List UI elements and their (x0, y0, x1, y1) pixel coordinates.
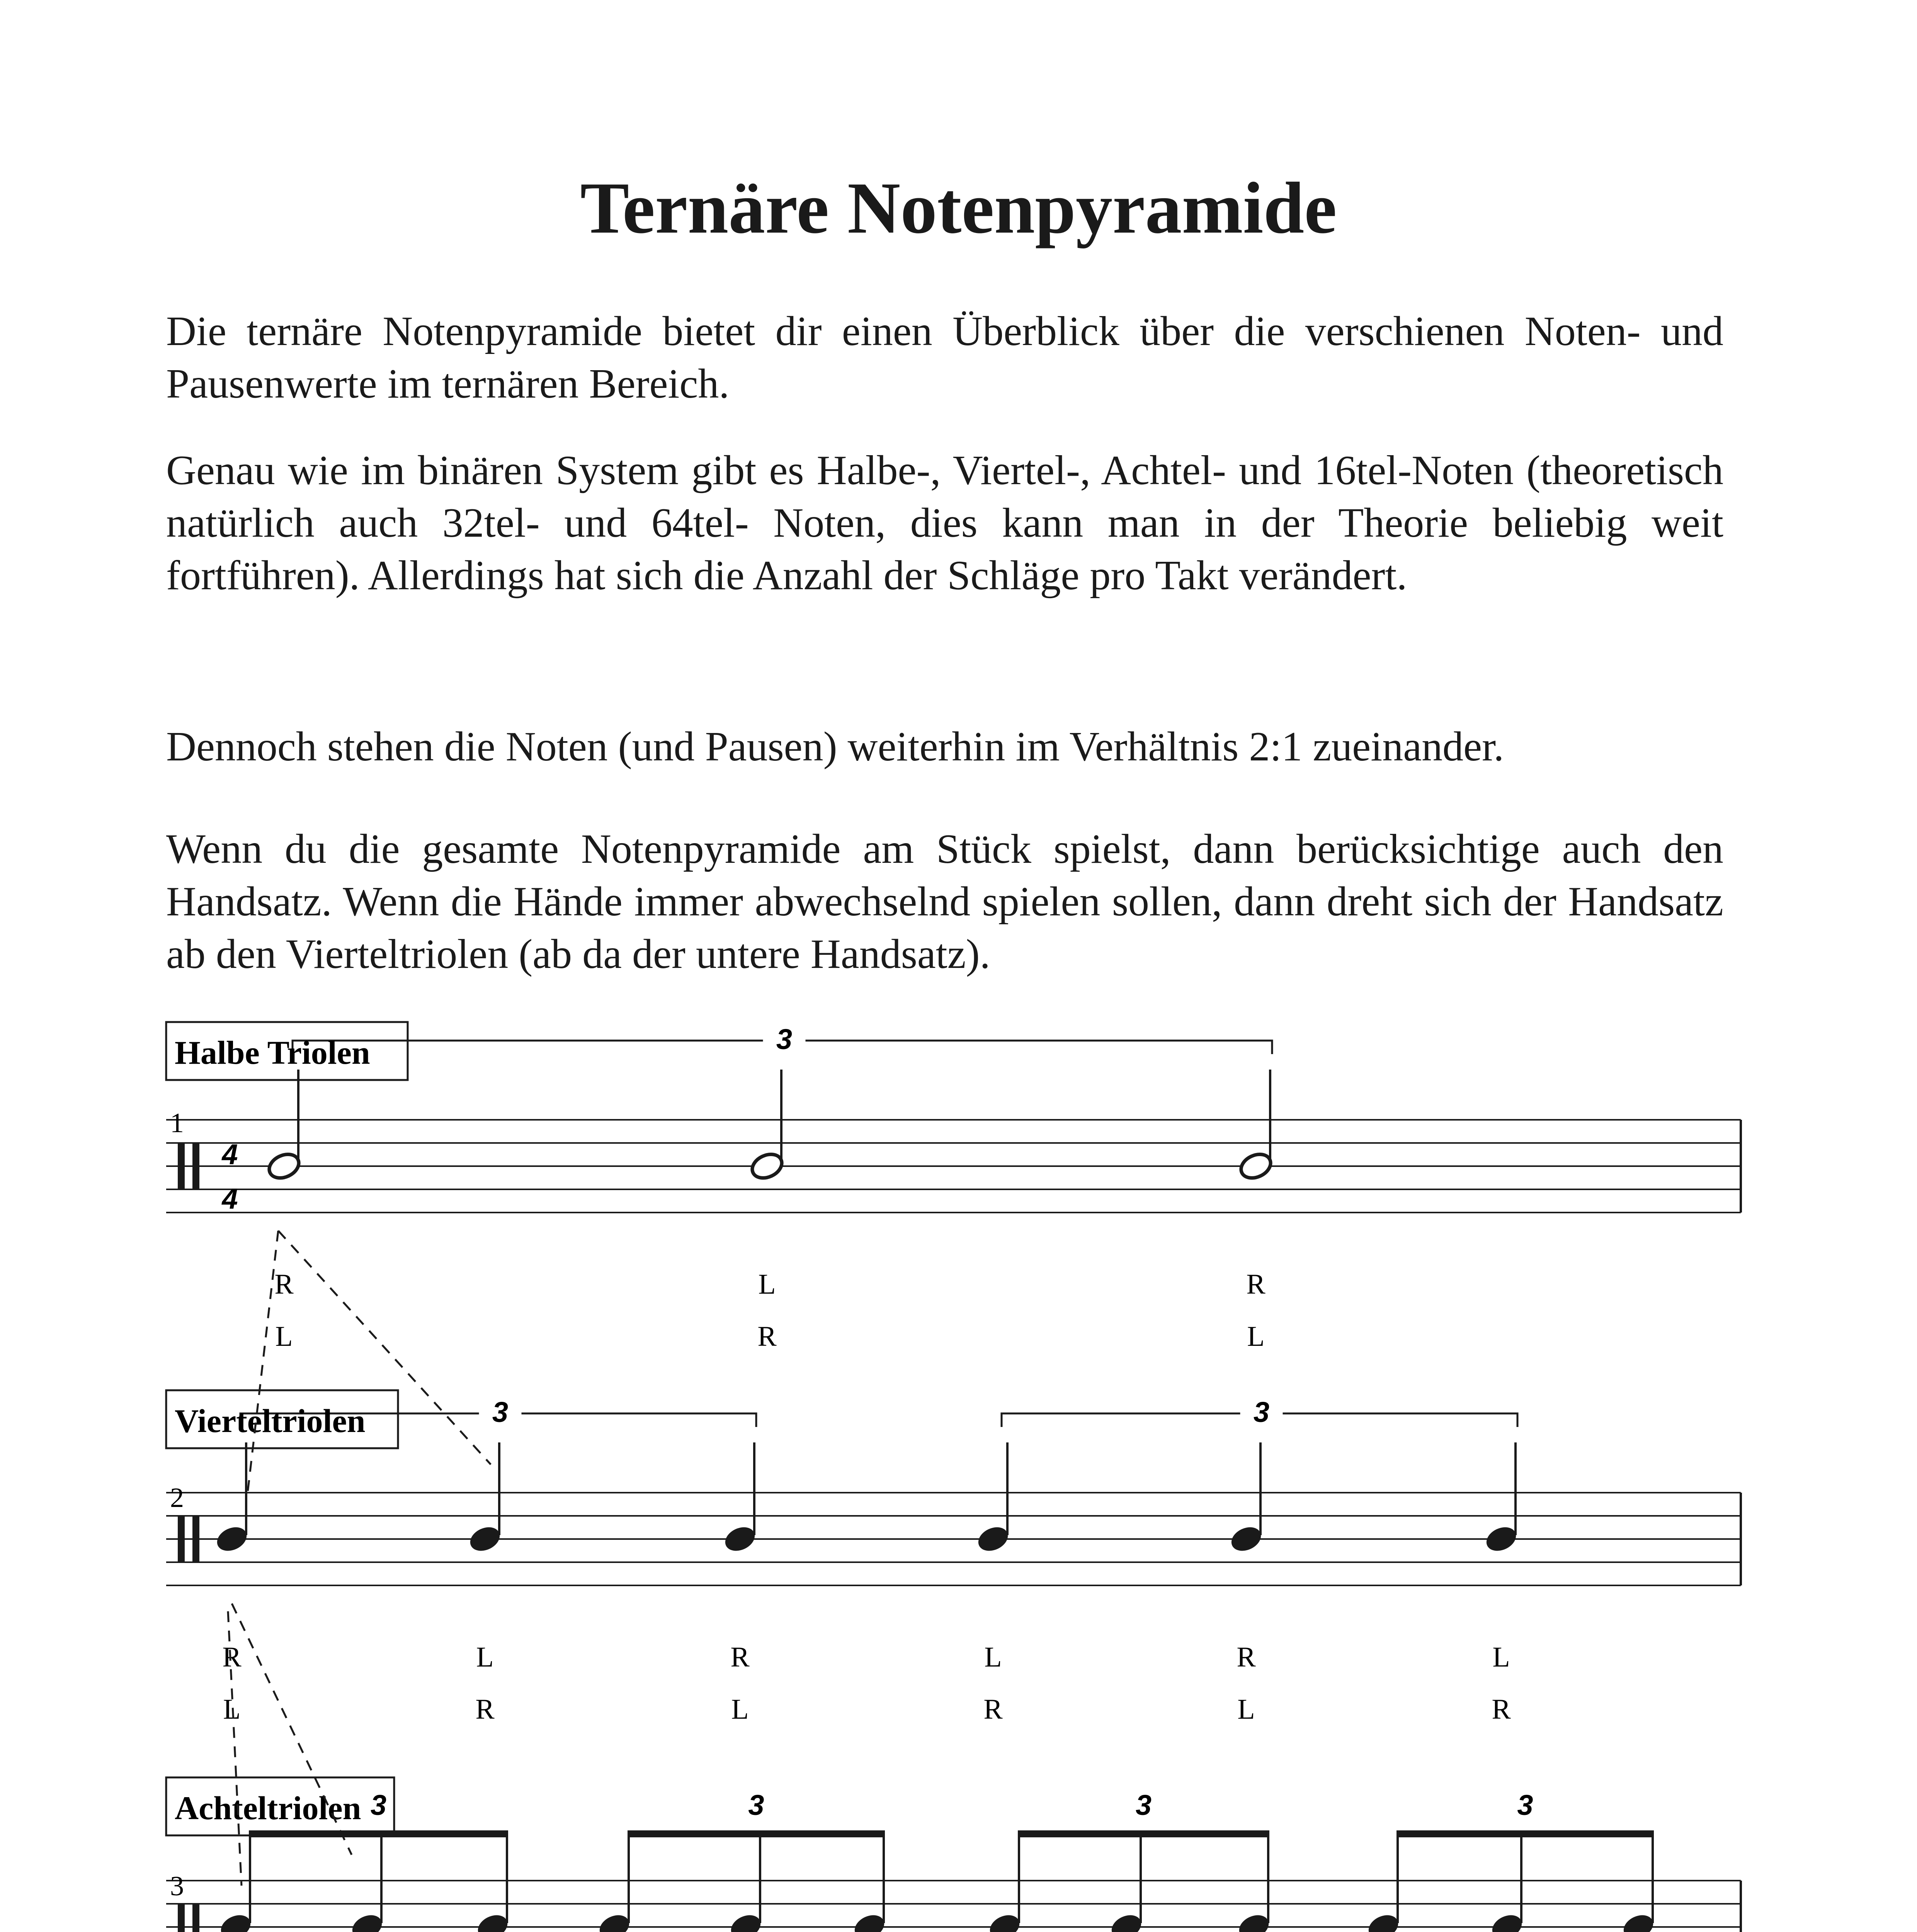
beam (249, 1830, 508, 1837)
page-title: Ternäre Notenpyramide (580, 168, 1337, 249)
sticking-lower: R (475, 1694, 495, 1725)
tuplet-number: 3 (492, 1396, 509, 1428)
beam (628, 1830, 885, 1837)
sticking-upper: L (984, 1641, 1002, 1673)
ratio-paragraph: Dennoch stehen die Noten (und Pausen) weiterhin im Verhältnis 2:1 zueinander. (166, 724, 1504, 770)
sticking-lower: L (1237, 1694, 1255, 1725)
beam (1018, 1830, 1269, 1837)
note-head (349, 1911, 386, 1932)
section-label: Vierteltriolen (175, 1402, 366, 1439)
measure-number: 2 (170, 1482, 184, 1513)
sticking-upper: R (1237, 1641, 1256, 1673)
intro-paragraph: Die ternäre Notenpyramide bietet dir einen Überblick über die verschienen Noten- und Pausenwerte im ternären Bereich. (166, 308, 1723, 407)
sticking-lower: R (1492, 1694, 1511, 1725)
note-head (1488, 1911, 1526, 1932)
tuplet-number: 3 (748, 1789, 764, 1821)
note-head (466, 1523, 503, 1556)
note-head (1237, 1150, 1274, 1183)
tuplet-number: 3 (1253, 1396, 1270, 1428)
note-head (851, 1911, 888, 1932)
binary-comparison-paragraph: Genau wie im binären System gibt es Halbe-, Viertel-, Achtel- und 16tel-Noten (theoretisch natürlich auch 32tel- und 64tel- Noten, dies kann man in der Theorie beliebig weit fortführen). Allerdings hat sich die Anzahl der Schläge pro Takt verändert. (166, 447, 1723, 599)
sticking-upper: R (274, 1269, 294, 1300)
sticking-lower: L (731, 1694, 749, 1725)
percussion-clef (178, 1143, 185, 1189)
sticking-lower: R (983, 1694, 1003, 1725)
note-head (265, 1150, 303, 1183)
note-head (748, 1150, 786, 1183)
sticking-upper: R (1246, 1269, 1266, 1300)
tuplet-number: 3 (1135, 1789, 1152, 1821)
percussion-clef (178, 1904, 185, 1932)
tuplet-number: 3 (776, 1023, 793, 1055)
note-head (986, 1911, 1023, 1932)
sticking-lower: L (223, 1694, 241, 1725)
sticking-paragraph: Wenn du die gesamte Notenpyramide am Stück spielst, dann berücksichtige auch den Handsatz. Wenn die Hände immer abwechselnd spielen sollen, dann dreht sich der Handsatz ab den Vierteltriolen (ab da der untere Handsatz). (166, 826, 1723, 977)
time-signature-bottom: 4 (222, 1183, 238, 1215)
percussion-clef (192, 1516, 199, 1562)
note-head (721, 1523, 759, 1556)
percussion-clef (192, 1143, 199, 1189)
note-head (1235, 1911, 1272, 1932)
note-head (213, 1523, 250, 1556)
percussion-clef (192, 1904, 199, 1932)
tuplet-number: 3 (370, 1789, 387, 1821)
system-3 (166, 1777, 1741, 1932)
note-head (596, 1911, 633, 1932)
note-head (1483, 1523, 1520, 1556)
percussion-clef (178, 1516, 185, 1562)
tuplet-number: 3 (1517, 1789, 1533, 1821)
beam (1397, 1830, 1654, 1837)
note-head (1620, 1911, 1657, 1932)
note-head (474, 1911, 511, 1932)
system-2 (166, 1390, 1741, 1585)
note-head (975, 1523, 1012, 1556)
sticking-upper: L (476, 1641, 494, 1673)
sticking-lower: R (757, 1321, 777, 1352)
sticking-upper: L (1492, 1641, 1510, 1673)
note-head (727, 1911, 764, 1932)
section-label: Halbe Triolen (175, 1034, 370, 1071)
note-head (1365, 1911, 1402, 1932)
sticking-upper: L (758, 1269, 776, 1300)
note-head (217, 1911, 254, 1932)
pyramid-guide-line (247, 1231, 278, 1495)
sticking-lower: L (1247, 1321, 1265, 1352)
measure-number: 3 (170, 1871, 184, 1901)
note-head (1108, 1911, 1145, 1932)
measure-number: 1 (170, 1107, 184, 1138)
note-head (1228, 1523, 1265, 1556)
sticking-upper: R (222, 1641, 242, 1673)
sticking-upper: R (730, 1641, 750, 1673)
section-label: Achteltriolen (175, 1789, 361, 1827)
system-1 (166, 1022, 1741, 1213)
time-signature-top: 4 (222, 1138, 238, 1170)
sticking-lower: L (275, 1321, 293, 1352)
